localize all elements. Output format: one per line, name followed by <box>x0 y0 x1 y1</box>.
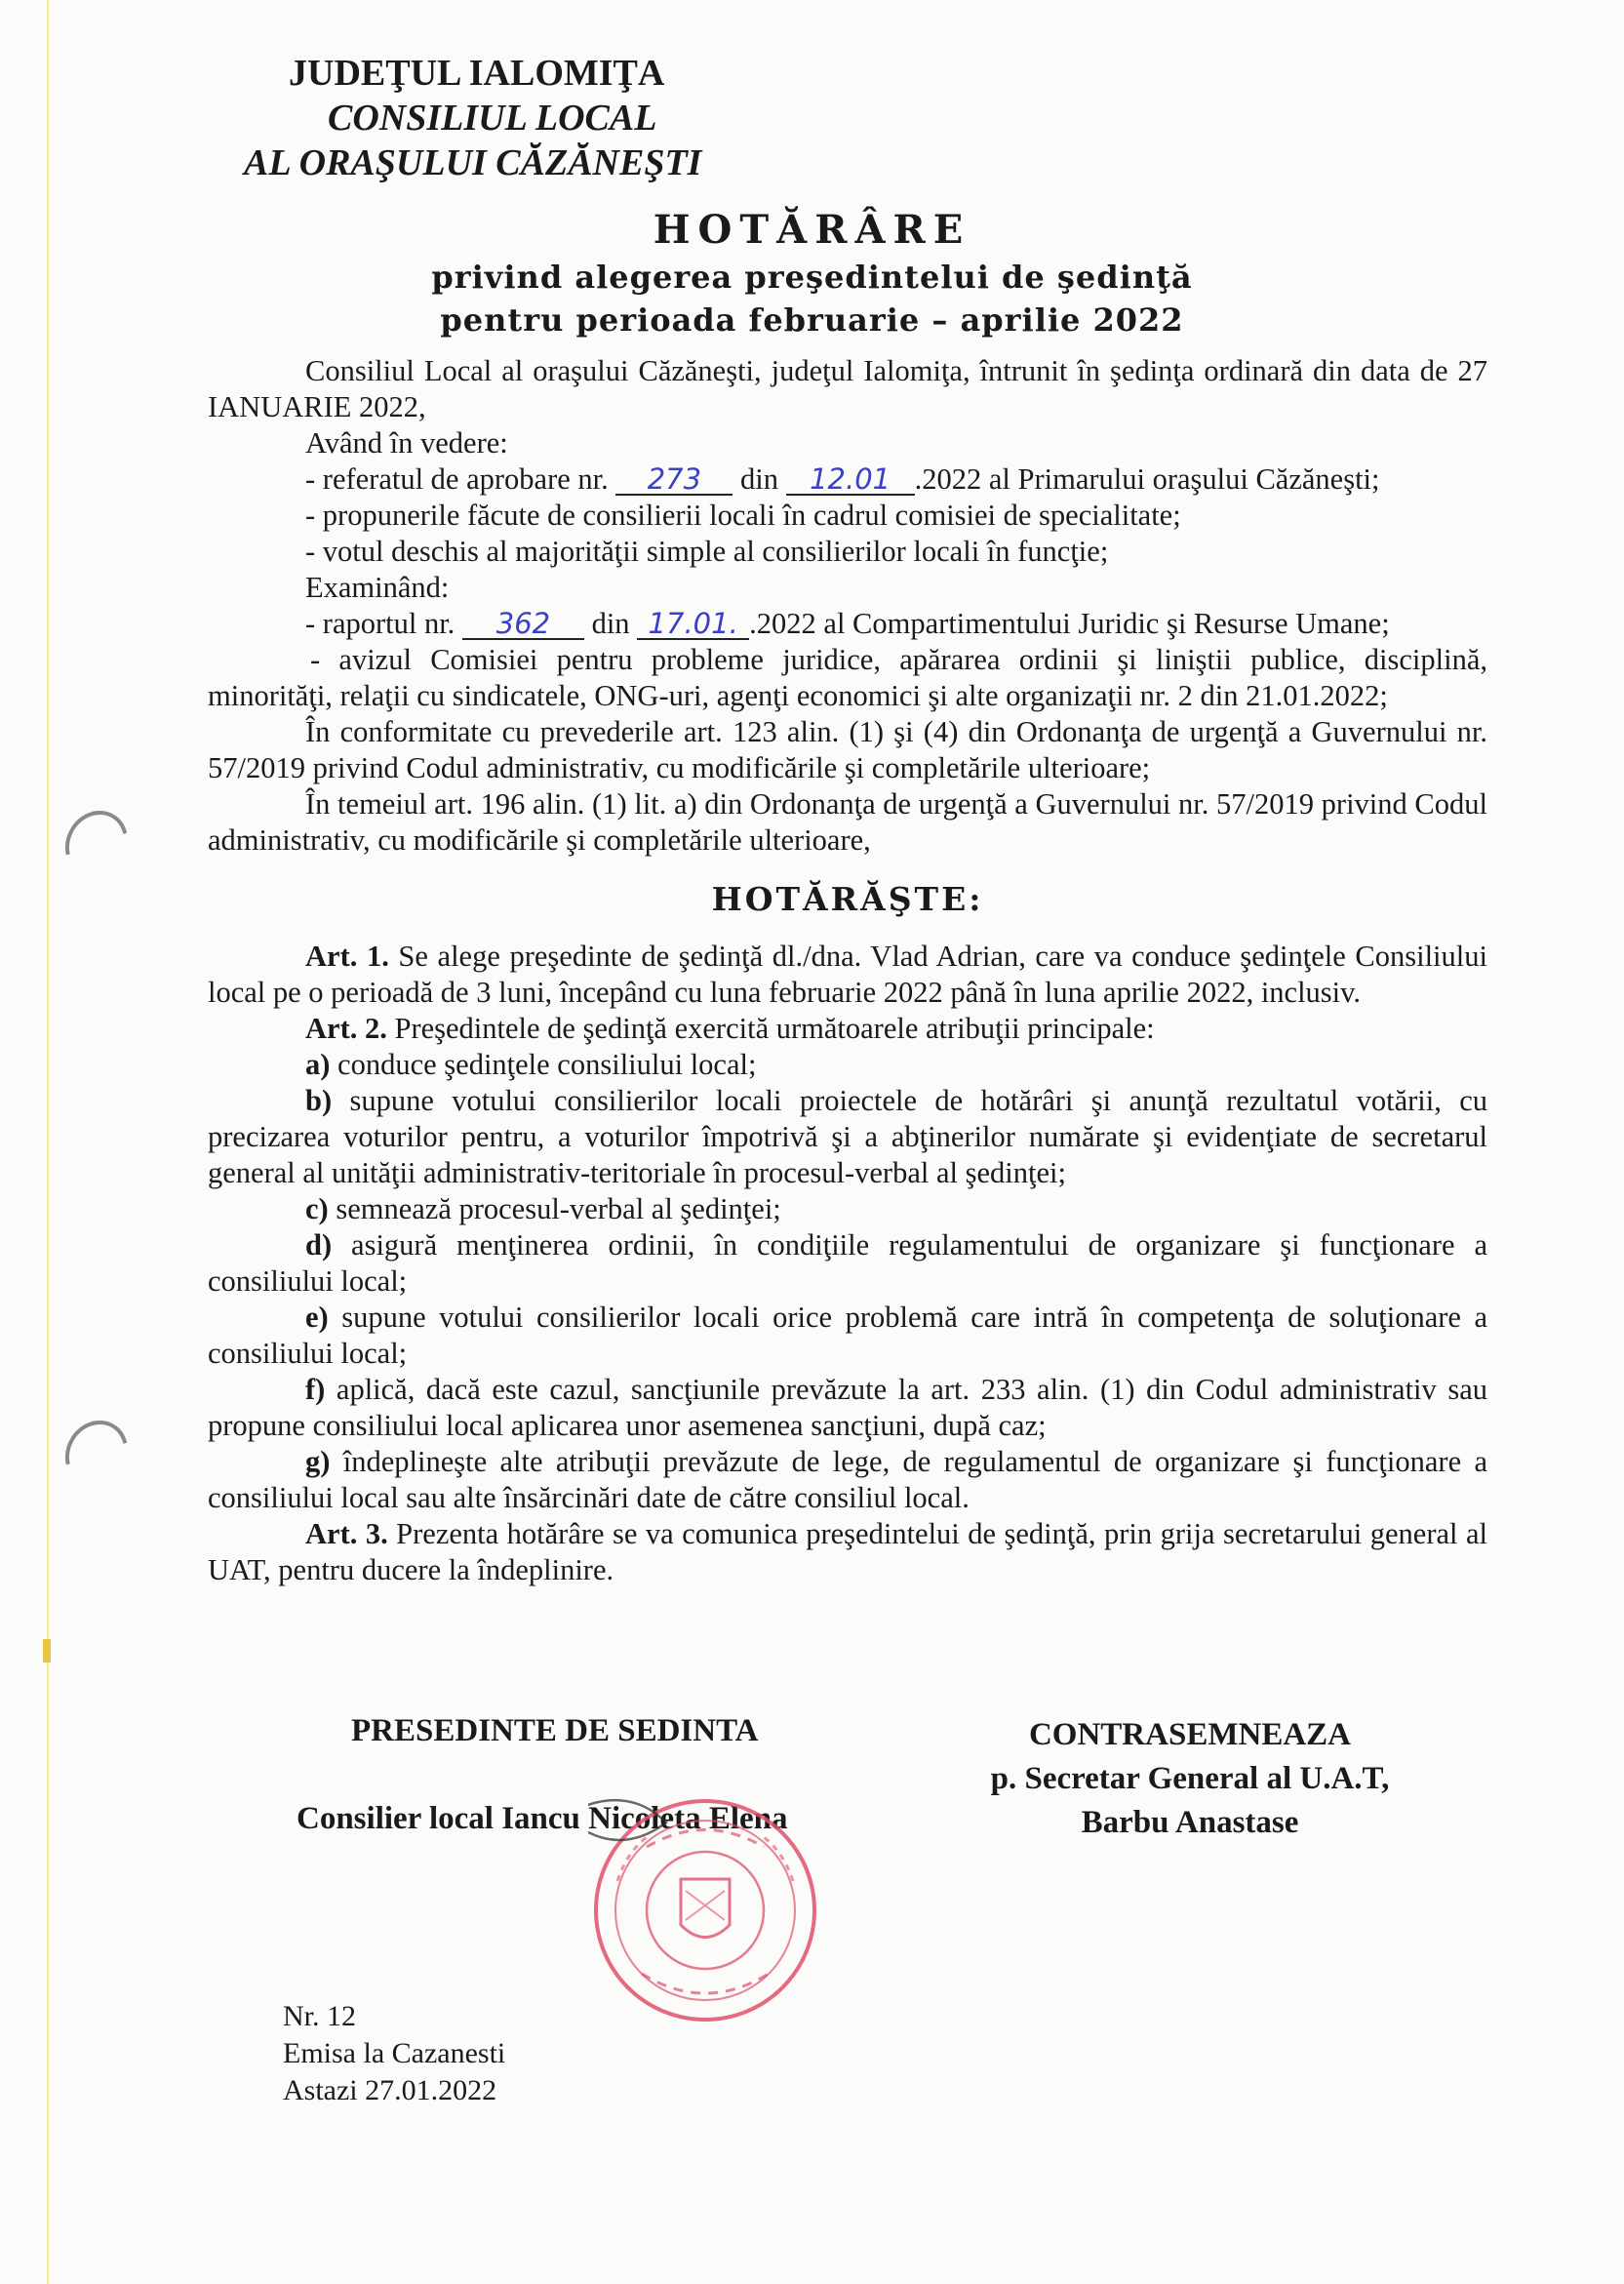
secretary-name: Barbu Anastase <box>1081 1805 1299 1840</box>
countersign-title: CONTRASEMNEAZA <box>1028 1717 1352 1752</box>
article-2-items <box>208 1047 1487 1516</box>
preamble-paragraph: Consiliul Local al oraşului Căzăneşti, judeţul Ialomiţa, întrunit în şedinţa ordinară din data de 27 IANUARIE 2022, <box>208 354 1487 423</box>
punch-hole-icon <box>54 1409 140 1499</box>
chair-name: Consilier local Iancu Nicoleta Elena <box>297 1801 788 1836</box>
list-item: e) supune votului consilierilor locali orice problemă care intră în competenţa de soluţionare a consiliului local; <box>208 1301 1487 1370</box>
town-name: AL ORAŞULUI CĂZĂNEŞTI <box>244 142 702 183</box>
council-name: CONSILIUL LOCAL <box>328 98 657 139</box>
article-1: Art. 1. Se alege preşedinte de şedinţă dl./dna. Vlad Adrian, care va conduce şedinţele Consiliului local pe o perioadă de 3 luni, începând cu luna februarie 2022 până în luna aprilie 2022, inclusiv. <box>208 940 1487 1009</box>
scan-margin-mark <box>43 1639 51 1663</box>
issued-at: Emisa la Cazanesti <box>283 2037 506 2069</box>
document-footer <box>283 1998 505 2109</box>
document-title <box>0 205 1624 341</box>
decision-number: Nr. 12 <box>283 2000 356 2032</box>
legal-conformity: În conformitate cu prevederile art. 123 alin. (1) şi (4) din Ordonanţa de urgenţă a Guvernului nr. 57/2019 privind Codul administrativ, cu modificările şi completările ulterioare; <box>208 715 1487 784</box>
article-2: Art. 2. Preşedintele de şedinţă exercită următoarele atribuţii principale: <box>305 1012 1155 1045</box>
committee-opinion: - avizul Comisiei pentru probleme juridice, apărarea ordinii şi liniştii publice, disciplină, minorităţi, relaţii cu sindicatele, ONG-uri, agenţi economici şi alte organizaţii nr. 2 din 21.01.2022; <box>208 643 1487 712</box>
referral-line: - referatul de aprobare nr. 273 din 12.01 .2022 al Primarului oraşului Căzăneşti; <box>305 462 1380 496</box>
document-body <box>208 353 1487 1588</box>
chair-title: PRESEDINTE DE SEDINTA <box>351 1713 759 1748</box>
title-main: HOTĂRÂRE <box>653 207 971 253</box>
list-item: g) îndeplineşte alte atribuţii prevăzute de lege, de regulamentul de organizare şi funcţionare a consiliului local sau alte însărcinări date de către consiliul local. <box>208 1445 1487 1514</box>
county-name: JUDEŢUL IALOMIŢA <box>289 53 665 94</box>
handwritten-ref-number: 273 <box>615 464 733 496</box>
title-subject-1: privind alegerea preşedintelui de şedinţă <box>431 259 1193 296</box>
list-item: f) aplică, dacă este cazul, sancţiunile prevăzute la art. 233 alin. (1) din Codul administrativ sau propune consiliului local aplicarea unor asemenea sancţiuni, după caz; <box>208 1373 1487 1442</box>
official-stamp-icon <box>588 1793 822 2027</box>
scan-margin-line <box>47 0 49 2284</box>
report-line: - raportul nr. 362 din 17.01. .2022 al Compartimentului Juridic şi Resurse Umane; <box>305 607 1390 640</box>
handwritten-ref-date: 12.01 <box>786 464 915 496</box>
countersign-block <box>946 1713 1434 1845</box>
article-3: Art. 3. Prezenta hotărâre se va comunica preşedintelui de şedinţă, prin grija secretarului general al UAT, pentru ducere la îndeplinire. <box>208 1517 1487 1586</box>
having-in-view: Având în vedere: <box>305 426 508 460</box>
legal-basis: În temeiul art. 196 alin. (1) lit. a) din Ordonanţa de urgenţă a Guvernului nr. 57/2019 privind Codul administrativ, cu modificările şi completările ulterioare, <box>208 787 1487 857</box>
issue-date: Astazi 27.01.2022 <box>283 2074 497 2106</box>
chair-signature-block <box>297 1713 788 1836</box>
examining-label: Examinând: <box>305 571 450 604</box>
handwritten-report-date: 17.01. <box>637 609 749 640</box>
list-item: a) conduce şedinţele consiliului local; <box>305 1048 757 1081</box>
secretary-role: p. Secretar General al U.A.T, <box>990 1761 1390 1796</box>
list-item: b) supune votului consilierilor locali proiectele de hotărâri şi anunţă rezultatul votării, cu precizarea voturilor pentru, a voturilor împotrivă şi a abţinerilor numărate şi evidenţiate de secretarul general al unităţii administrativ-teritoriale în procesul-verbal al şedinţei; <box>208 1084 1487 1189</box>
decides-heading: HOTĂRĂŞTE: <box>711 880 984 918</box>
list-item: c) semnează procesul-verbal al şedinţei; <box>305 1192 781 1225</box>
issuer-header <box>244 51 701 185</box>
punch-hole-icon <box>54 799 140 889</box>
vote-line: - votul deschis al majorităţii simple al consilierilor locali în funcţie; <box>305 535 1109 568</box>
list-item: d) asigură menţinerea ordinii, în condiţiile regulamentului de organizare şi funcţionare a consiliului local; <box>208 1228 1487 1298</box>
title-subject-2: pentru perioada februarie – aprilie 2022 <box>440 301 1184 339</box>
handwritten-report-number: 362 <box>462 609 584 640</box>
proposals-line: - propunerile făcute de consilierii locali în cadrul comisiei de specialitate; <box>305 499 1181 532</box>
